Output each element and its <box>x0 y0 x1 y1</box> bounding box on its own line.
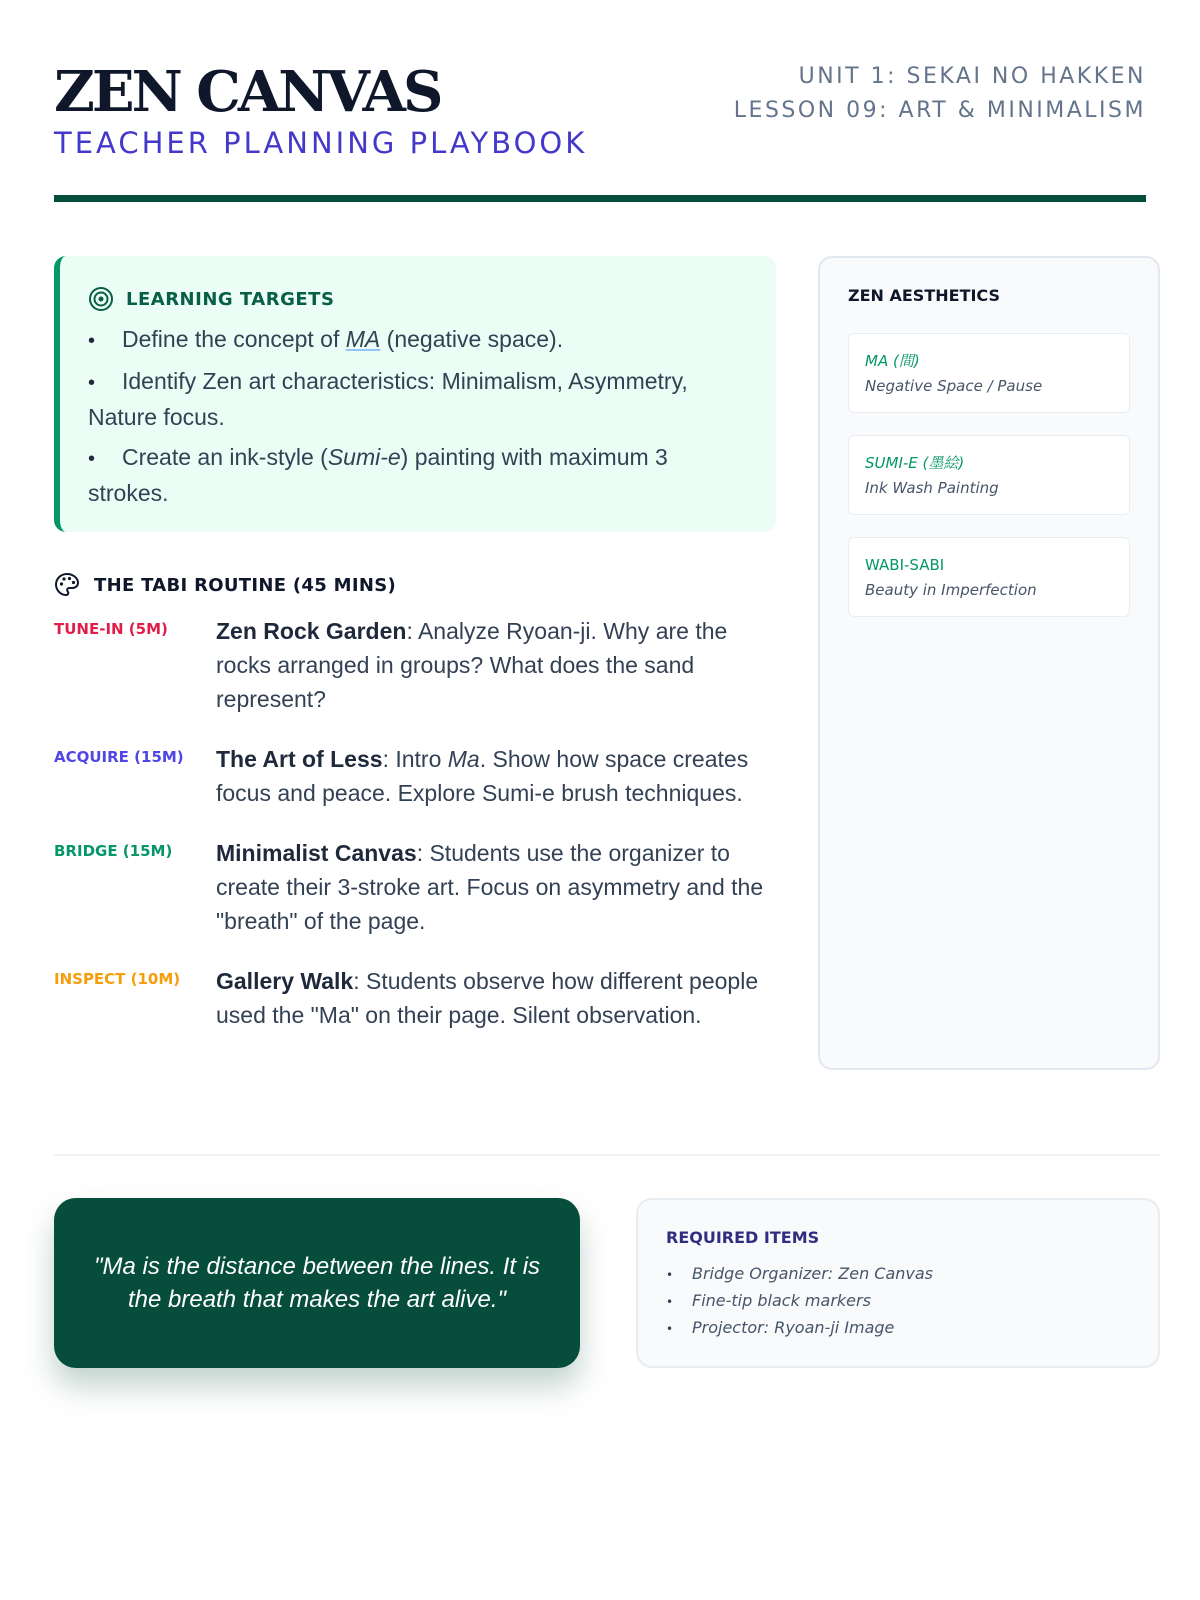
learning-target-term: MA <box>345 326 381 352</box>
learning-target-text-end: ) painting with maximum 3 strokes. <box>88 444 668 506</box>
routine-step-text: : Analyze Ryoan-ji. Why are the rocks arranged in groups? What does the sand represent? <box>216 618 728 712</box>
routine-step-tag: BRIDGE (15M) <box>54 842 173 860</box>
unit-lesson-info <box>734 60 1146 128</box>
learning-target-item <box>88 364 746 434</box>
bullet-icon: • <box>88 448 96 470</box>
routine-step <box>54 742 776 810</box>
section-divider <box>54 1154 1160 1156</box>
routine-step-body <box>216 964 776 1032</box>
bullet-icon: • <box>666 1295 674 1309</box>
aesthetic-term: MA (間) <box>865 352 920 370</box>
aesthetic-card <box>848 333 1130 413</box>
page-header <box>54 60 1146 202</box>
learning-target-term: Sumi-e <box>327 444 401 470</box>
required-item <box>666 1315 1130 1342</box>
learning-targets-header <box>88 282 746 316</box>
routine-step-text-end: . Show how space creates focus and peace. Explore Sumi-e brush techniques. <box>216 746 749 806</box>
routine-step-tag: INSPECT (10M) <box>54 970 181 988</box>
bullet-icon: • <box>666 1268 674 1282</box>
aesthetic-term: WABI-SABI <box>865 556 945 574</box>
routine-step-body <box>216 614 776 716</box>
routine-header <box>54 572 396 598</box>
routine-step-tag: ACQUIRE (15M) <box>54 748 184 766</box>
learning-target-text: Identify Zen art characteristics: Minimalism, Asymmetry, Nature focus. <box>88 368 688 430</box>
bullet-icon: • <box>666 1322 674 1336</box>
required-items-panel <box>636 1198 1160 1368</box>
routine-step <box>54 964 776 1032</box>
header-divider <box>54 195 1146 202</box>
palette-icon <box>54 572 80 598</box>
aesthetic-definition: Negative Space / Pause <box>865 377 1043 395</box>
learning-target-item <box>88 322 746 358</box>
routine-step-title: Gallery Walk <box>216 968 354 994</box>
required-item-text: Projector: Ryoan-ji Image <box>692 1318 895 1337</box>
required-item <box>666 1261 1130 1288</box>
learning-target-text: Define the concept of <box>122 326 346 352</box>
routine-step-title: The Art of Less <box>216 746 383 772</box>
page-subtitle: TEACHER PLANNING PLAYBOOK <box>54 126 588 160</box>
zen-aesthetics-title: ZEN AESTHETICS <box>848 286 1000 305</box>
learning-targets-panel <box>54 256 776 532</box>
routine-step-text: : Intro <box>382 746 448 772</box>
routine-step-title: Minimalist Canvas <box>216 840 417 866</box>
routine-step-body <box>216 742 776 810</box>
routine-step-title: Zen Rock Garden <box>216 618 407 644</box>
aesthetic-card <box>848 537 1130 617</box>
required-item <box>666 1288 1130 1315</box>
routine-title: THE TABI ROUTINE (45 MINS) <box>94 574 396 596</box>
aesthetic-card <box>848 435 1130 515</box>
zen-aesthetics-panel <box>818 256 1160 1070</box>
required-item-text: Bridge Organizer: Zen Canvas <box>692 1264 934 1283</box>
learning-target-text: Create an ink-style ( <box>122 444 328 470</box>
required-items-title: REQUIRED ITEMS <box>666 1228 820 1247</box>
required-item-text: Fine-tip black markers <box>692 1291 871 1310</box>
bullet-icon: • <box>88 372 96 394</box>
routine-step <box>54 836 776 938</box>
bullet-icon: • <box>88 330 96 352</box>
target-icon <box>88 286 114 312</box>
learning-target-item <box>88 440 746 510</box>
routine-step-tag: TUNE-IN (5M) <box>54 620 168 638</box>
unit-label: UNIT 1: SEKAI NO HAKKEN <box>798 64 1146 89</box>
quote-card <box>54 1198 580 1368</box>
lesson-label: LESSON 09: ART & MINIMALISM <box>733 98 1146 123</box>
routine-steps <box>54 614 776 1058</box>
routine-step-text: : Students observe how different people used the "Ma" on their page. Silent observation. <box>216 968 759 1028</box>
zen-aesthetics-list <box>848 333 1130 617</box>
routine-step <box>54 614 776 716</box>
required-items-list <box>666 1261 1130 1342</box>
aesthetic-definition: Ink Wash Painting <box>865 479 999 497</box>
aesthetic-term: SUMI-E (墨絵) <box>865 454 965 472</box>
routine-step-text: : Students use the organizer to create their 3-stroke art. Focus on asymmetry and the "breath" of the page. <box>216 840 764 934</box>
routine-step-term: Ma <box>447 746 480 772</box>
learning-target-text-end: (negative space). <box>380 326 564 352</box>
page-title: ZEN CANVAS <box>54 59 441 125</box>
aesthetic-definition: Beauty in Imperfection <box>865 581 1037 599</box>
routine-step-body <box>216 836 776 938</box>
quote-text: "Ma is the distance between the lines. It is the breath that makes the art alive." <box>93 1253 541 1313</box>
learning-targets-title: LEARNING TARGETS <box>126 288 335 310</box>
learning-targets-list <box>88 322 746 510</box>
